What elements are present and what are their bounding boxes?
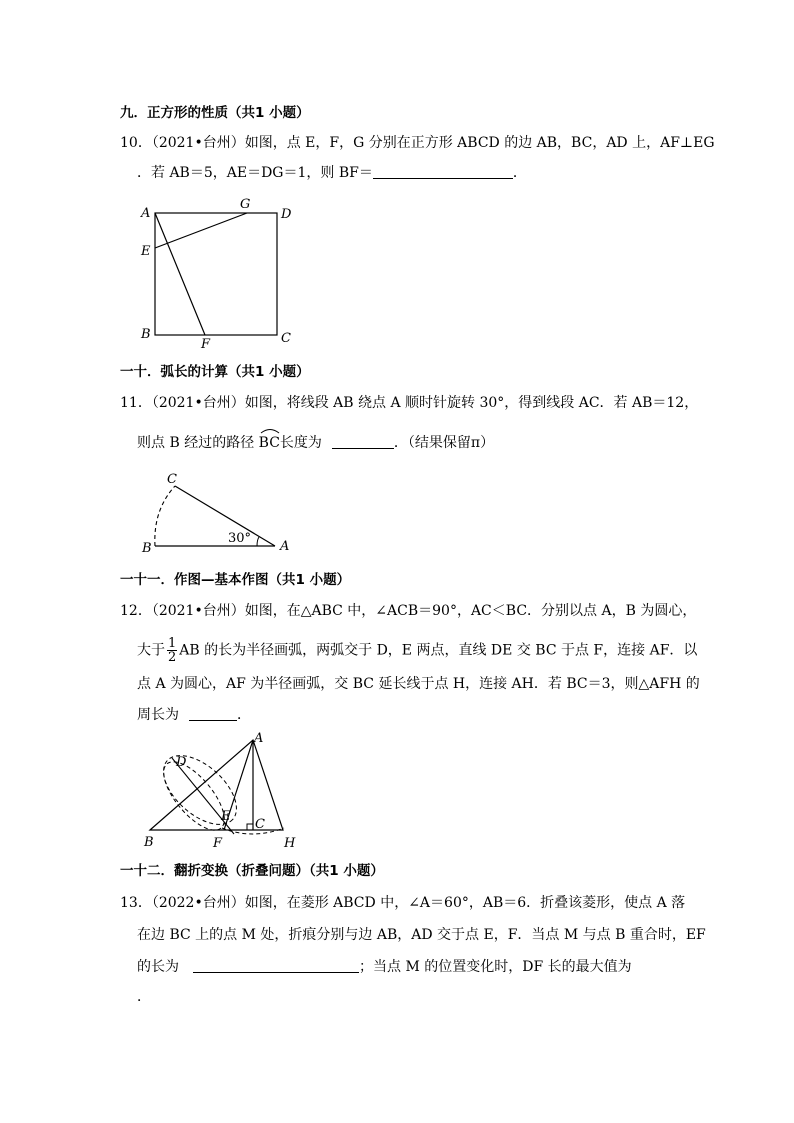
- label-e: E: [141, 244, 151, 259]
- fraction-denominator: 2: [168, 650, 177, 665]
- q11-text-line2b: 长度为: [279, 435, 322, 451]
- q10-figure: [136, 194, 316, 354]
- q13-text-line1: 13．（2022•台州）如图，在菱形 ABCD 中，∠A＝60°，AB＝6．折叠该菱形，使点 A 落: [120, 895, 686, 911]
- arc-bc-notation: [259, 434, 280, 452]
- q12-text-line4a: 周长为: [137, 707, 179, 723]
- label-a: A: [141, 206, 151, 221]
- label-f: F: [213, 836, 223, 850]
- q12-text-line2b: AB 的长为半径画弧，两弧交于 D，E 两点，直线 DE 交 BC 于点 F，连接 AF．以: [179, 642, 698, 659]
- section-heading-9: 九．正方形的性质（共1 小题）: [120, 105, 310, 121]
- q10-text-line2b: ．: [512, 165, 527, 181]
- square-abcd: [155, 213, 277, 335]
- q12-text-line4: [137, 706, 251, 724]
- label-f: F: [201, 337, 211, 352]
- label-d: D: [281, 207, 292, 222]
- q10-text-line2: [137, 164, 527, 182]
- q13-text-line3b: ；当点 M 的位置变化时，DF 长的最大值为: [359, 959, 632, 975]
- q11-figure: [136, 464, 306, 560]
- q12-answer-blank[interactable]: [189, 706, 237, 721]
- label-b: B: [144, 835, 154, 850]
- label-g: G: [240, 197, 251, 212]
- label-a: A: [280, 539, 290, 554]
- q12-figure: [136, 730, 306, 850]
- label-c: C: [255, 817, 265, 832]
- angle-mark: [257, 537, 259, 546]
- q13-text-line3a: 的长为: [137, 959, 179, 975]
- q13-text-line3: [137, 958, 632, 976]
- fraction-numerator: 1: [168, 636, 177, 651]
- arc-from-b-dashed: [153, 752, 235, 839]
- section-heading-12: 一十二．翻折变换（折叠问题）（共1 小题）: [120, 863, 384, 879]
- arc-bc-dashed: [155, 486, 175, 546]
- q12-text-line3: 点 A 为圆心，AF 为半径画弧，交 BC 延长线于点 H，连接 AH．若 BC＝3，则△AFH 的: [137, 676, 700, 692]
- q12-text-line2a: 大于: [137, 642, 165, 659]
- section-heading-11: 一十一．作图—基本作图（共1 小题）: [120, 572, 351, 588]
- q11-text-line2c: ．（结果保留π）: [393, 435, 495, 451]
- q10-answer-blank[interactable]: [373, 164, 513, 179]
- arc-mark-icon: [259, 426, 281, 434]
- q11-text-line2a: 则点 B 经过的路径: [137, 435, 259, 451]
- label-b: B: [142, 541, 152, 556]
- q11-answer-blank[interactable]: [332, 434, 394, 449]
- label-b: B: [141, 327, 151, 342]
- arc-bc-label: BC: [258, 435, 280, 451]
- label-angle: 30°: [228, 531, 252, 546]
- label-a: A: [254, 731, 264, 746]
- q11-text-line2: [137, 434, 494, 452]
- right-angle-mark: [247, 824, 253, 830]
- label-c: C: [281, 331, 291, 346]
- q13-text-line4: ．: [137, 989, 151, 1005]
- q10-text-line2a: ．若 AB＝5，AE＝DG＝1，则 BF＝: [137, 165, 373, 181]
- q13-text-line2: 在边 BC 上的点 M 处，折痕分别与边 AB，AD 交于点 E，F．当点 M 与点 B 重合时，EF: [137, 927, 706, 943]
- label-e: E: [221, 809, 231, 824]
- segment-eg: [155, 213, 247, 248]
- fraction-half: [167, 637, 177, 664]
- label-d: D: [176, 755, 187, 770]
- q12-text-line4b: ．: [237, 707, 251, 723]
- q11-text-line1: 11．（2021•台州）如图，将线段 AB 绕点 A 顺时针旋转 30°，得到线段 AC．若 AB＝12，: [120, 395, 699, 411]
- q12-text-line1: 12．（2021•台州）如图，在△ABC 中，∠ACB＝90°，AC＜BC．分别以点 A，B 为圆心，: [120, 603, 697, 619]
- section-heading-10: 一十．弧长的计算（共1 小题）: [120, 364, 310, 380]
- q10-text-line1: 10．（2021•台州）如图，点 E，F，G 分别在正方形 ABCD 的边 AB，BC，AD 上，AF⊥EG: [120, 135, 715, 151]
- q13-answer-blank-1[interactable]: [193, 958, 359, 973]
- q12-text-line2: [137, 637, 697, 664]
- segment-ac: [175, 486, 275, 546]
- label-c: C: [167, 472, 177, 487]
- label-h: H: [284, 836, 296, 850]
